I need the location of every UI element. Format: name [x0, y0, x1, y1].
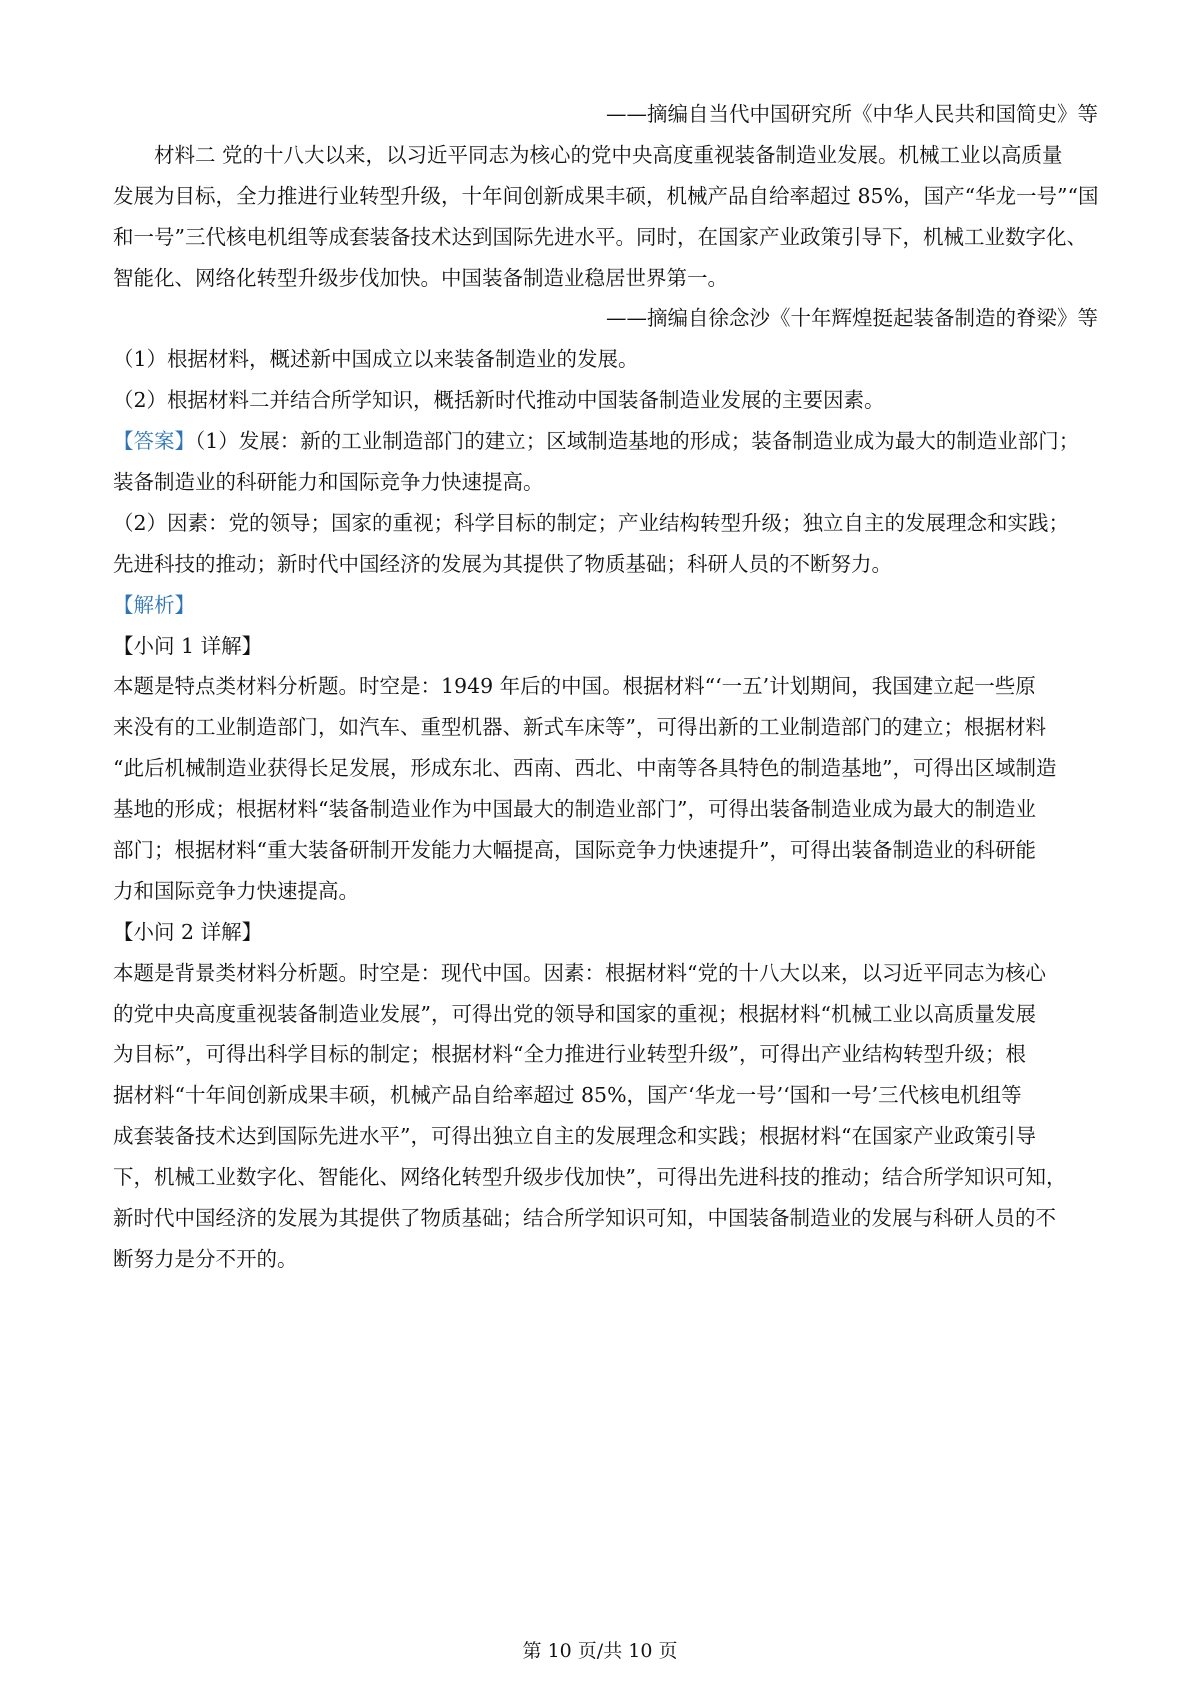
text-line: 据材料“十年间创新成果丰硕，机械产品自给率超过 85%，国产‘华龙一号’‘国和一号’三代核电机组等 [113, 1083, 1022, 1108]
text-line: 的党中央高度重视装备制造业发展”，可得出党的领导和国家的重视；根据材料“机械工业以高质量发展 [113, 1001, 1036, 1026]
text-line: 为目标”，可得出科学目标的制定；根据材料“全力推进行业转型升级”，可得出产业结构转型升级；根 [113, 1042, 1026, 1067]
text-line: （2）根据材料二并结合所学知识，概括新时代推动中国装备制造业发展的主要因素。 [113, 388, 885, 413]
text-line: 来没有的工业制造部门，如汽车、重型机器、新式车床等”，可得出新的工业制造部门的建立；根据材料 [113, 715, 1046, 740]
text-line: （1）根据材料，概述新中国成立以来装备制造业的发展。 [113, 347, 639, 372]
text-line: 本题是特点类材料分析题。时空是：1949 年后的中国。根据材料“‘一五’计划期间，我国建立起一些原 [113, 674, 1036, 699]
text-line: 发展为目标，全力推进行业转型升级，十年间创新成果丰硕，机械产品自给率超过 85%，国产“华龙一号”“国 [113, 183, 1099, 208]
answer-text: （1）发展：新的工业制造部门的建立；区域制造基地的形成；装备制造业成为最大的制造业部门； [195, 429, 1080, 454]
text-line: 下，机械工业数字化、智能化、网络化转型升级步伐加快”，可得出先进科技的推动；结合所学知识可知， [113, 1165, 1067, 1190]
text-line: 装备制造业的科研能力和国际竞争力快速提高。 [113, 470, 544, 495]
text-line: 本题是背景类材料分析题。时空是：现代中国。因素：根据材料“党的十八大以来，以习近平同志为核心 [113, 960, 1046, 985]
document-body [113, 96, 1098, 1282]
source-citation: ——摘编自徐念沙《十年辉煌挺起装备制造的脊梁》等 [606, 306, 1098, 331]
answer-line [113, 423, 1098, 459]
material-paragraph-start: 材料二 党的十八大以来，以习近平同志为核心的党中央高度重视装备制造业发展。机械工业以高质量 [154, 142, 1063, 167]
text-line: 【小问 1 详解】 [113, 633, 263, 658]
text-line: 部门；根据材料“重大装备研制开发能力大幅提高，国际竞争力快速提升”，可得出装备制造业的科研能 [113, 838, 1036, 863]
text-line: 基地的形成；根据材料“装备制造业作为中国最大的制造业部门”，可得出装备制造业成为最大的制造业 [113, 797, 1036, 822]
answer-label: 【答案】 [113, 429, 195, 454]
text-line: 先进科技的推动；新时代中国经济的发展为其提供了物质基础；科研人员的不断努力。 [113, 551, 892, 576]
text-line: 智能化、网络化转型升级步伐加快。中国装备制造业稳居世界第一。 [113, 265, 728, 290]
text-line: 断努力是分不开的。 [113, 1246, 298, 1271]
text-line: 和一号”三代核电机组等成套装备技术达到国际先进水平。同时，在国家产业政策引导下，机械工业数字化、 [113, 224, 1087, 249]
analysis-label: 【解析】 [113, 592, 195, 617]
text-line: 新时代中国经济的发展为其提供了物质基础；结合所学知识可知，中国装备制造业的发展与科研人员的不 [113, 1206, 1056, 1231]
source-citation: ——摘编自当代中国研究所《中华人民共和国简史》等 [606, 102, 1098, 126]
text-line: （2）因素：党的领导；国家的重视；科学目标的制定；产业结构转型升级；独立自主的发展理念和实践； [113, 510, 1070, 535]
text-line: 成套装备技术达到国际先进水平”，可得出独立自主的发展理念和实践；根据材料“在国家产业政策引导 [113, 1124, 1036, 1149]
page-footer: 第 10 页/共 10 页 [522, 1640, 678, 1662]
text-line: 【小问 2 详解】 [113, 919, 263, 944]
text-line: 力和国际竞争力快速提高。 [113, 878, 359, 903]
text-line: “此后机械制造业获得长足发展，形成东北、西南、西北、中南等各具特色的制造基地”，可得出区域制造 [113, 756, 1057, 781]
